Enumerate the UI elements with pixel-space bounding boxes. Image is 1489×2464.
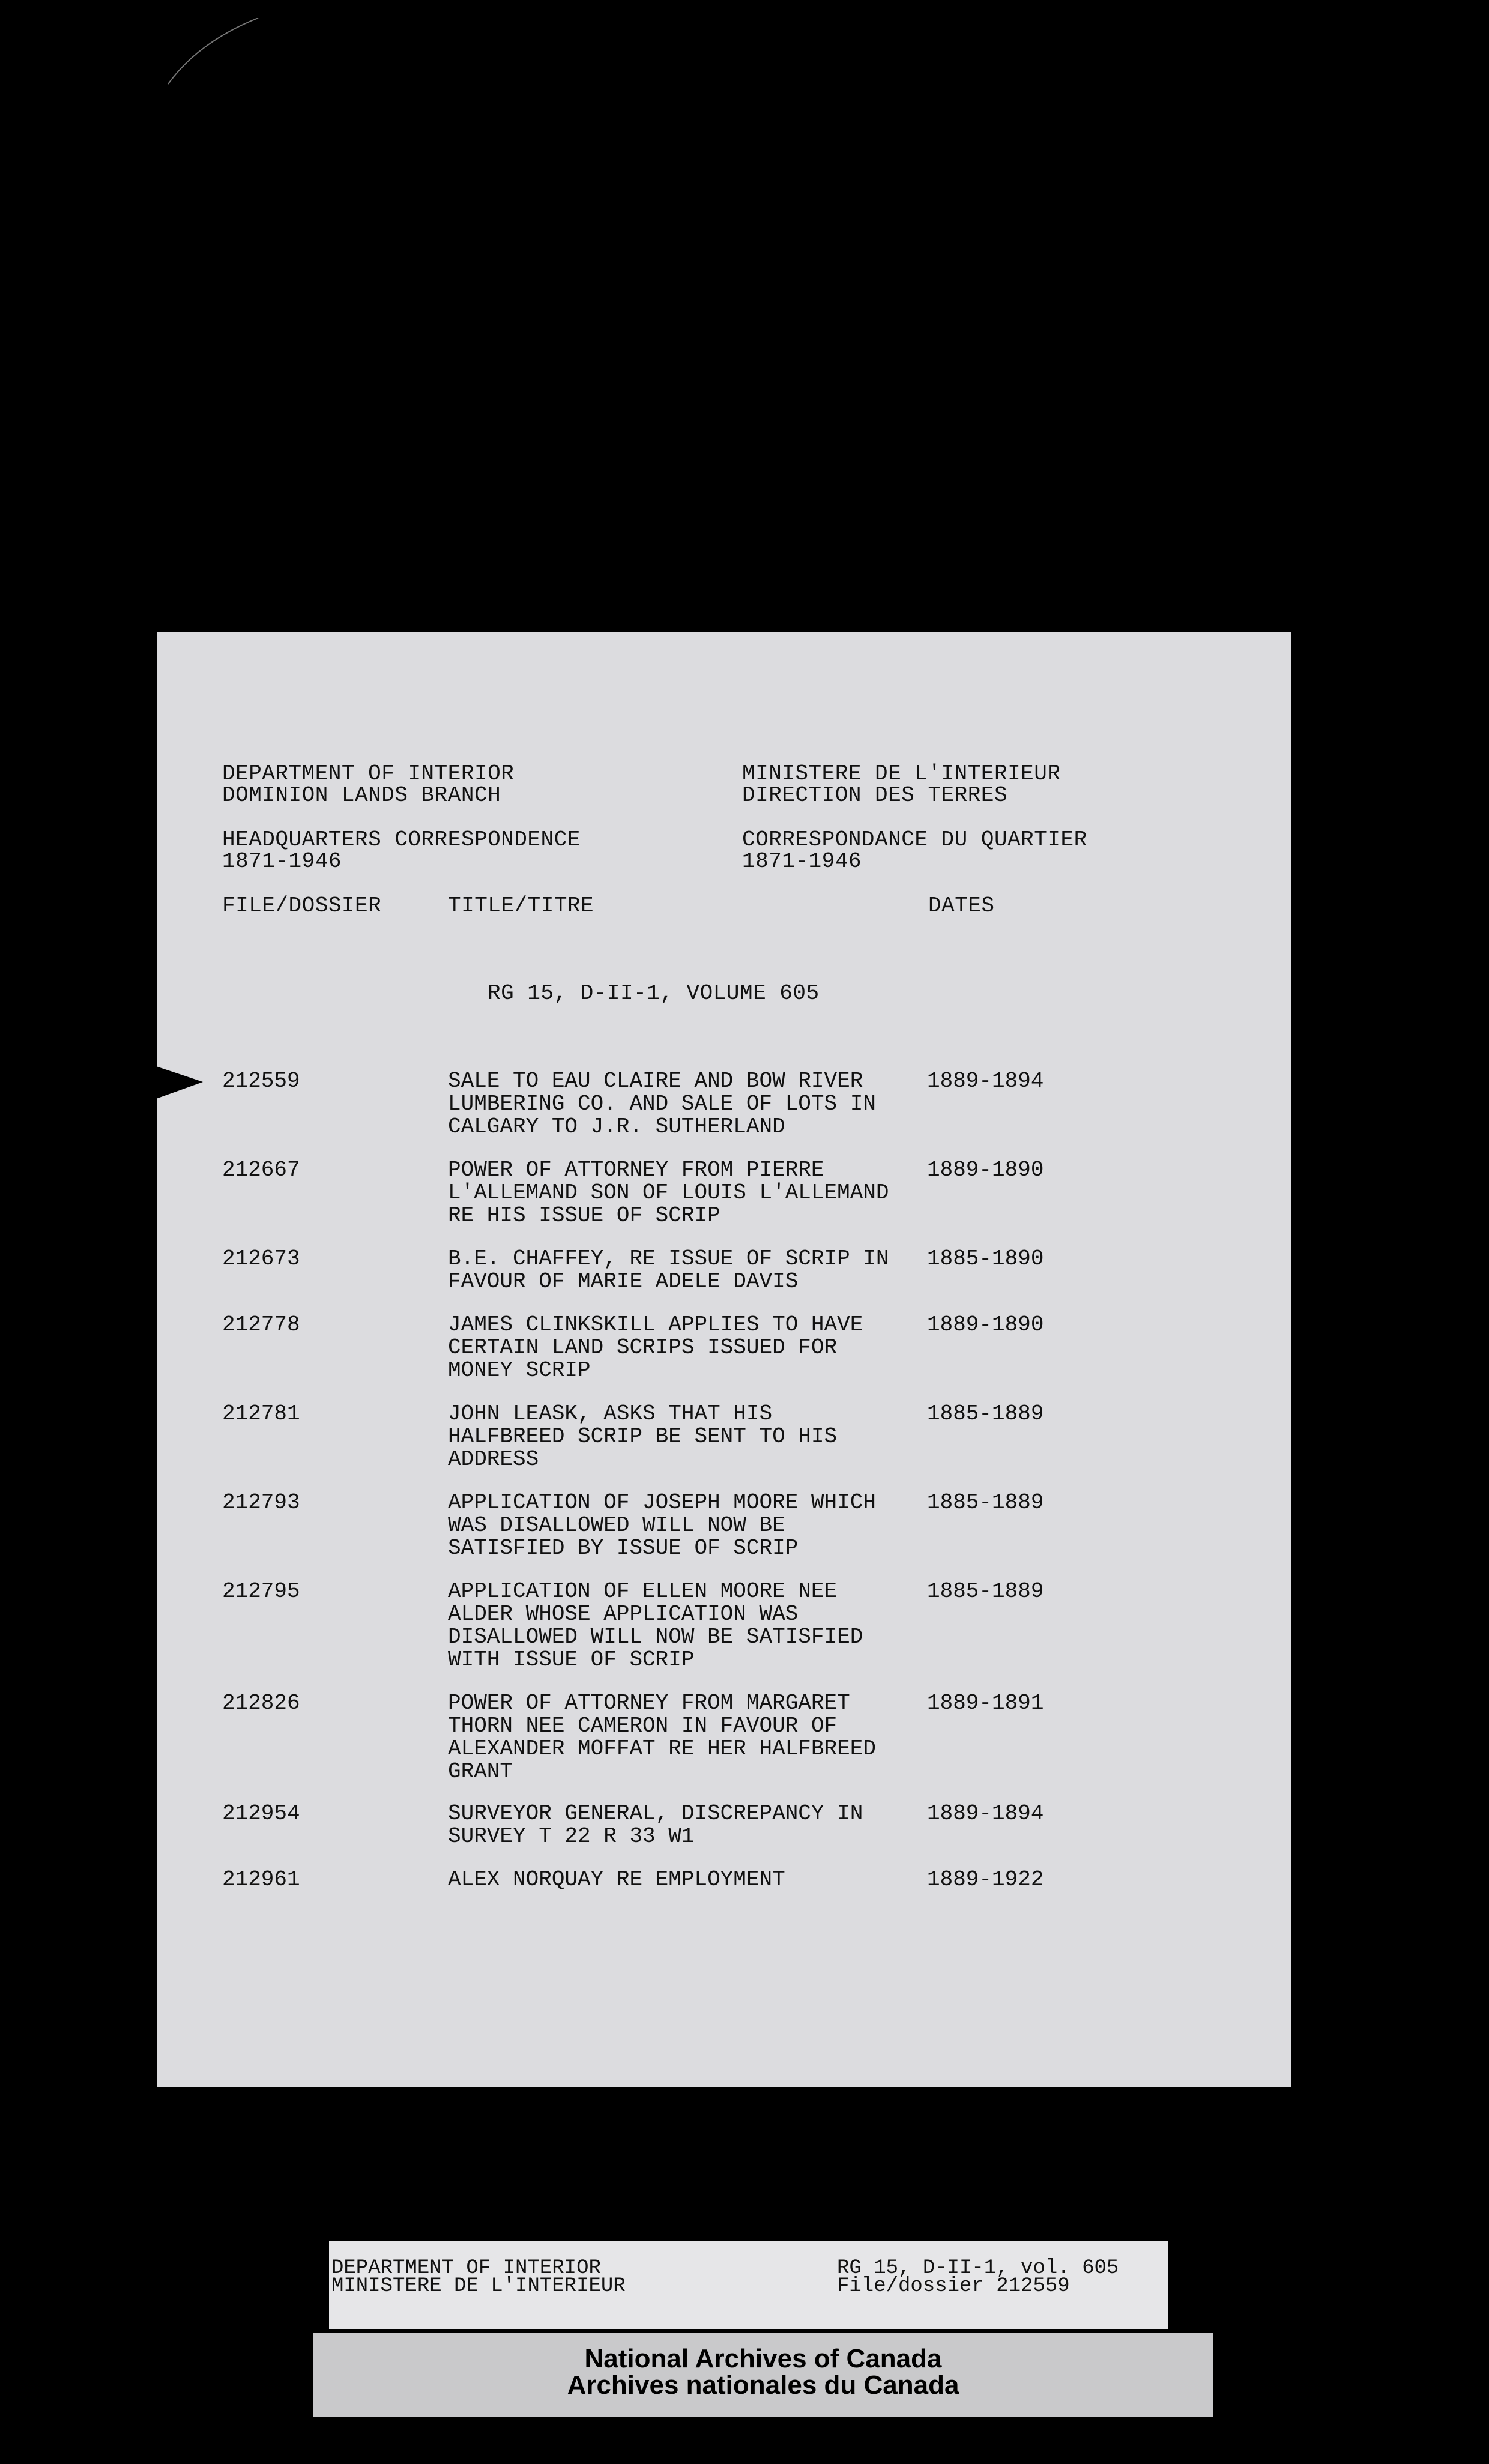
archives-name-en: National Archives of Canada	[584, 2344, 942, 2373]
column-header-dates: DATES	[928, 893, 995, 918]
entry-dates: 1885-1890	[927, 1246, 1044, 1271]
archives-banner	[313, 2333, 1213, 2417]
entry-dates: 1885-1889	[927, 1579, 1044, 1604]
entry-dates: 1889-1890	[927, 1312, 1044, 1337]
film-label-strip	[329, 2241, 1168, 2329]
entry-dates: 1885-1889	[927, 1490, 1044, 1515]
column-header-title: TITLE/TITRE	[448, 893, 594, 918]
label-dept-fr: MINISTERE DE L'INTERIEUR	[331, 2275, 626, 2298]
entry-title: B.E. CHAFFEY, RE ISSUE OF SCRIP IN FAVOUR OF MARIE ADELE DAVIS	[448, 1246, 889, 1294]
header-branch-en: DOMINION LANDS BRANCH	[222, 783, 501, 808]
header-series-en: HEADQUARTERS CORRESPONDENCE	[222, 827, 581, 852]
document-page	[157, 632, 1291, 2087]
entry-title: JOHN LEASK, ASKS THAT HIS HALFBREED SCRIP BE SENT TO HIS ADDRESS	[448, 1401, 838, 1472]
entry-dates: 1889-1894	[927, 1069, 1044, 1093]
entry-title: SALE TO EAU CLAIRE AND BOW RIVER LUMBERING CO. AND SALE OF LOTS IN CALGARY TO J.R. SUTHERLAND	[448, 1069, 876, 1139]
entry-file-number: 212781	[222, 1401, 300, 1426]
entry-title: POWER OF ATTORNEY FROM PIERRE L'ALLEMAND SON OF LOUIS L'ALLEMAND RE HIS ISSUE OF SCRIP	[448, 1158, 889, 1228]
label-dept-en: DEPARTMENT OF INTERIOR	[331, 2257, 601, 2280]
entry-dates: 1889-1894	[927, 1801, 1044, 1826]
header-years-en: 1871-1946	[222, 849, 342, 874]
label-volume: RG 15, D-II-1, vol. 605	[837, 2257, 1119, 2280]
entry-file-number: 212673	[222, 1246, 300, 1271]
header-branch-fr: DIRECTION DES TERRES	[742, 783, 1008, 808]
column-header-file: FILE/DOSSIER	[222, 893, 382, 918]
entry-dates: 1885-1889	[927, 1401, 1044, 1426]
header-dept-fr: MINISTERE DE L'INTERIEUR	[742, 761, 1061, 786]
archives-name-fr: Archives nationales du Canada	[567, 2370, 959, 2400]
header-dept-en: DEPARTMENT OF INTERIOR	[222, 761, 515, 786]
entry-title: POWER OF ATTORNEY FROM MARGARET THORN NEE CAMERON IN FAVOUR OF ALEXANDER MOFFAT RE HER HALFBREED GRANT	[448, 1691, 876, 1784]
header-series-fr: CORRESPONDANCE DU QUARTIER	[742, 827, 1087, 852]
entry-dates: 1889-1922	[927, 1867, 1044, 1892]
volume-heading: RG 15, D-II-1, VOLUME 605	[488, 981, 820, 1006]
entry-file-number: 212559	[222, 1069, 300, 1093]
entry-dates: 1889-1890	[927, 1158, 1044, 1182]
entry-file-number: 212793	[222, 1490, 300, 1515]
label-left	[331, 2257, 626, 2298]
entry-title: SURVEYOR GENERAL, DISCREPANCY IN SURVEY T 22 R 33 W1	[448, 1801, 863, 1849]
entry-title: ALEX NORQUAY RE EMPLOYMENT	[448, 1867, 785, 1892]
entry-file-number: 212826	[222, 1691, 300, 1715]
entry-dates: 1889-1891	[927, 1691, 1044, 1715]
pointer-arrow-icon	[156, 1061, 204, 1102]
header-years-fr: 1871-1946	[742, 849, 862, 874]
entry-file-number: 212795	[222, 1579, 300, 1604]
entry-title: APPLICATION OF JOSEPH MOORE WHICH WAS DISALLOWED WILL NOW BE SATISFIED BY ISSUE OF SCRIP	[448, 1490, 876, 1560]
entry-file-number: 212954	[222, 1801, 300, 1826]
entry-title: APPLICATION OF ELLEN MOORE NEE ALDER WHOSE APPLICATION WAS DISALLOWED WILL NOW BE SATISFIED WITH ISSUE OF SCRIP	[448, 1579, 863, 1672]
label-file: File/dossier 212559	[837, 2275, 1070, 2298]
entry-title: JAMES CLINKSKILL APPLIES TO HAVE CERTAIN LAND SCRIPS ISSUED FOR MONEY SCRIP	[448, 1312, 863, 1383]
label-right	[837, 2257, 1119, 2298]
entry-file-number: 212778	[222, 1312, 300, 1337]
entry-file-number: 212961	[222, 1867, 300, 1892]
entry-file-number: 212667	[222, 1158, 300, 1182]
film-scratch	[162, 18, 282, 90]
